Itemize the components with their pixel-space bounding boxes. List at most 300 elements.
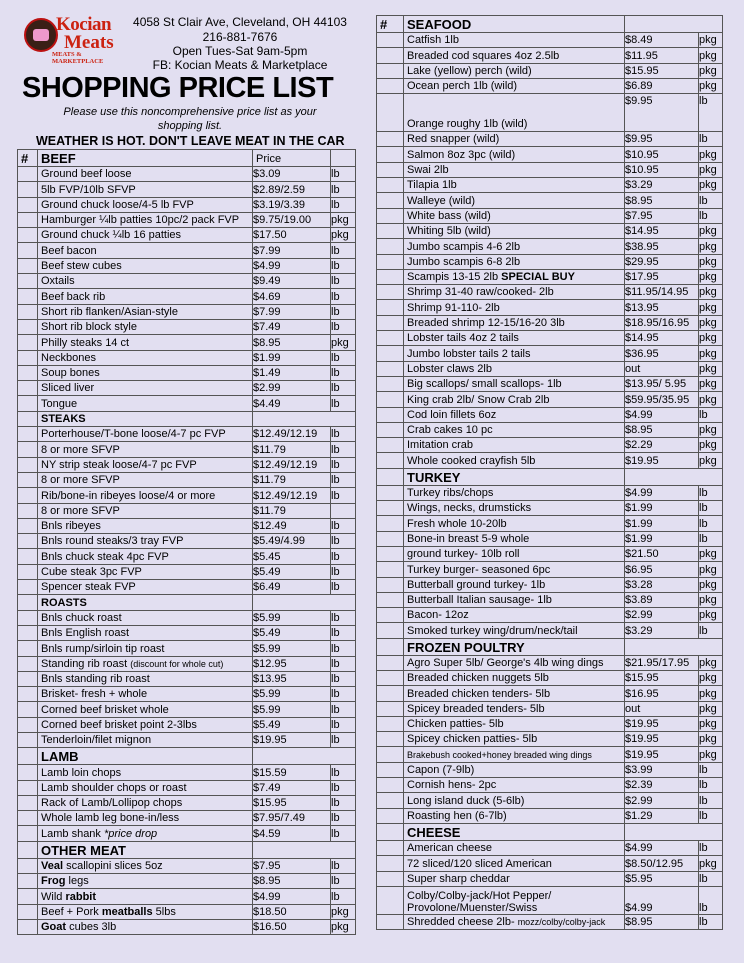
item-unit: pkg [699, 856, 723, 871]
item-unit: lb [331, 442, 356, 457]
item-name: 8 or more SFVP [38, 472, 253, 487]
item-name: Tongue [38, 396, 253, 411]
table-row [18, 780, 356, 795]
row-number [18, 641, 38, 656]
item-name: Ground chuck loose/4-5 lb FVP [38, 197, 253, 212]
item-price: $12.49/12.19 [253, 488, 331, 503]
item-name: Super sharp cheddar [404, 871, 625, 886]
item-price: $5.49 [253, 625, 331, 640]
item-unit: pkg [699, 562, 723, 577]
item-price: $3.29 [625, 623, 699, 638]
table-row [377, 808, 723, 823]
table-row [18, 212, 356, 227]
item-unit: pkg [699, 670, 723, 685]
item-unit: lb [331, 304, 356, 319]
item-unit: pkg [699, 392, 723, 407]
row-number [18, 748, 38, 765]
row-number [377, 670, 404, 685]
table-row [377, 823, 723, 840]
item-price: $3.29 [625, 178, 699, 193]
item-name: Walleye (wild) [404, 193, 625, 208]
table-row [377, 361, 723, 376]
left-price-table [17, 149, 356, 935]
row-number [18, 503, 38, 518]
item-price: $19.95 [625, 453, 699, 468]
row-number [18, 457, 38, 472]
item-unit: lb [331, 534, 356, 549]
item-unit [331, 503, 356, 518]
weather-warning: WEATHER IS HOT. DON'T LEAVE MEAT IN THE CAR [36, 134, 345, 148]
item-price: $12.49 [253, 518, 331, 533]
item-name: Lamb shoulder chops or roast [38, 780, 253, 795]
item-name: Whiting 5lb (wild) [404, 223, 625, 238]
row-number [18, 656, 38, 671]
table-row [18, 748, 356, 765]
table-row [377, 392, 723, 407]
item-name: Whole cooked crayfish 5lb [404, 453, 625, 468]
table-row [18, 625, 356, 640]
item-unit: pkg [699, 422, 723, 437]
row-number [377, 162, 404, 177]
item-price: $7.95/7.49 [253, 811, 331, 826]
table-row [18, 702, 356, 717]
item-name: Lamb loin chops [38, 765, 253, 780]
item-unit: lb [331, 564, 356, 579]
item-price: $2.99 [253, 381, 331, 396]
phone: 216-881-7676 [202, 30, 278, 44]
item-name [404, 747, 625, 762]
item-name: Capon (7-9lb) [404, 762, 625, 777]
section-seafood: SEAFOOD [404, 16, 625, 33]
table-row [18, 427, 356, 442]
row-number [377, 453, 404, 468]
item-unit: lb [699, 132, 723, 147]
table-row [377, 716, 723, 731]
item-bold: meatballs [101, 905, 153, 918]
table-row [377, 531, 723, 546]
table-row [377, 732, 723, 747]
section-filler [253, 841, 356, 858]
item-unit: lb [699, 886, 723, 914]
item-name: Smoked turkey wing/drum/neck/tail [404, 623, 625, 638]
item-unit: pkg [699, 608, 723, 623]
item-price: $9.75/19.00 [253, 212, 331, 227]
row-number [18, 304, 38, 319]
table-row [377, 655, 723, 670]
item-price: $19.95 [625, 716, 699, 731]
item-name: Agro Super 5lb/ George's 4lb wing dings [404, 655, 625, 670]
price-drop-note: *price drop [103, 827, 158, 840]
item-unit: pkg [699, 239, 723, 254]
item-name: Bone-in breast 5-9 whole [404, 531, 625, 546]
table-row [377, 856, 723, 871]
row-number [377, 315, 404, 330]
row-number [377, 701, 404, 716]
row-number [18, 243, 38, 258]
table-row [377, 453, 723, 468]
table-row [377, 793, 723, 808]
item-unit: lb [331, 780, 356, 795]
table-row [377, 871, 723, 886]
item-name: Turkey burger- seasoned 6pc [404, 562, 625, 577]
item-name: Lamb shank *price drop [38, 826, 253, 841]
item-price: $19.95 [625, 747, 699, 762]
item-name: Beef back rib [38, 289, 253, 304]
row-number [18, 472, 38, 487]
row-number [377, 485, 404, 500]
item-name: Short rib block style [38, 319, 253, 334]
item-name: Chicken patties- 5lb [404, 716, 625, 731]
item-unit: pkg [699, 315, 723, 330]
item-name: Bacon- 12oz [404, 608, 625, 623]
item-price: $6.49 [253, 580, 331, 595]
row-number [377, 208, 404, 223]
item-name: Whole lamb leg bone-in/less [38, 811, 253, 826]
table-row [377, 48, 723, 63]
item-unit: pkg [699, 376, 723, 391]
item-unit: lb [331, 826, 356, 841]
item-name: Jumbo lobster tails 2 tails [404, 346, 625, 361]
row-number [377, 840, 404, 855]
row-number [377, 577, 404, 592]
hash-header: # [377, 16, 404, 33]
row-number [377, 808, 404, 823]
table-row [18, 228, 356, 243]
table-row [377, 485, 723, 500]
row-number [377, 269, 404, 284]
hash-header: # [18, 150, 38, 167]
table-row [377, 608, 723, 623]
row-number [18, 289, 38, 304]
section-filler [625, 468, 723, 485]
item-name: Fresh whole 10-20lb [404, 516, 625, 531]
row-number [377, 608, 404, 623]
item-unit: lb [331, 472, 356, 487]
row-number [18, 732, 38, 747]
item-name: Frog legs [38, 874, 253, 889]
item-unit: lb [331, 625, 356, 640]
item-price: $1.29 [625, 808, 699, 823]
row-number [18, 858, 38, 873]
item-price: $5.95 [625, 871, 699, 886]
row-number [377, 778, 404, 793]
item-price: $2.39 [625, 778, 699, 793]
row-number [377, 886, 404, 914]
section-lamb: LAMB [38, 748, 253, 765]
item-name: Catfish 1lb [404, 33, 625, 48]
item-name: Bnls rump/sirloin tip roast [38, 641, 253, 656]
table-row [18, 411, 356, 426]
item-price: $5.49 [253, 564, 331, 579]
row-number [18, 549, 38, 564]
price-header: Price [253, 150, 331, 167]
item-price: $21.95/17.95 [625, 655, 699, 670]
item-unit: lb [331, 350, 356, 365]
row-number [18, 795, 38, 810]
section-roasts: ROASTS [38, 595, 253, 610]
item-name: Butterball Italian sausage- 1lb [404, 592, 625, 607]
item-price: $14.95 [625, 331, 699, 346]
item-price: $11.79 [253, 503, 331, 518]
item-bold: Frog [41, 875, 66, 888]
section-other-meat: OTHER MEAT [38, 841, 253, 858]
item-unit: lb [699, 516, 723, 531]
item-unit: lb [699, 840, 723, 855]
item-unit: lb [331, 319, 356, 334]
item-price: $17.95 [625, 269, 699, 284]
item-unit: lb [331, 457, 356, 472]
item-name: Philly steaks 14 ct [38, 335, 253, 350]
item-price: $17.50 [253, 228, 331, 243]
row-number [377, 732, 404, 747]
item-price: $3.89 [625, 592, 699, 607]
row-number [18, 518, 38, 533]
table-row [18, 889, 356, 904]
row-number [18, 889, 38, 904]
item-unit: pkg [699, 747, 723, 762]
item-name: Wings, necks, drumsticks [404, 501, 625, 516]
section-steaks: STEAKS [38, 411, 253, 426]
item-price: $15.95 [625, 670, 699, 685]
item-price: $36.95 [625, 346, 699, 361]
table-row [18, 396, 356, 411]
item-name: Veal scallopini slices 5oz [38, 858, 253, 873]
item-unit: pkg [699, 438, 723, 453]
item-price: $14.95 [625, 223, 699, 238]
table-row [377, 285, 723, 300]
table-row [18, 580, 356, 595]
item-price: $4.49 [253, 396, 331, 411]
row-number [18, 595, 38, 610]
table-row [377, 886, 723, 914]
row-number [377, 285, 404, 300]
table-row [18, 841, 356, 858]
table-row [18, 167, 356, 182]
item-price: $13.95 [625, 300, 699, 315]
item-name: Jumbo scampis 4-6 2lb [404, 239, 625, 254]
item-name [404, 886, 625, 914]
table-row [377, 132, 723, 147]
item-price: $5.99 [253, 610, 331, 625]
row-number [377, 361, 404, 376]
table-row [18, 274, 356, 289]
table-row [377, 546, 723, 561]
row-number [18, 564, 38, 579]
table-row [377, 193, 723, 208]
row-number [18, 167, 38, 182]
table-row [377, 623, 723, 638]
item-price: $5.45 [253, 549, 331, 564]
item-unit: pkg [699, 701, 723, 716]
section-cheese: CHEESE [404, 823, 625, 840]
row-number [377, 407, 404, 422]
table-row [377, 914, 723, 929]
table-row [377, 778, 723, 793]
item-price: $7.95 [625, 208, 699, 223]
item-name: Standing rib roast (discount for whole cut) [38, 656, 253, 671]
section-beef: BEEF [38, 150, 253, 167]
item-price: $10.95 [625, 147, 699, 162]
table-row [377, 254, 723, 269]
item-price: $6.89 [625, 78, 699, 93]
row-number [18, 580, 38, 595]
section-filler [253, 411, 356, 426]
item-price: $8.50/12.95 [625, 856, 699, 871]
item-price: $6.95 [625, 562, 699, 577]
item-unit: lb [331, 687, 356, 702]
item-price: $3.99 [625, 762, 699, 777]
intro-note: Please use this noncomprehensive price list as your shopping list. [63, 106, 317, 132]
item-unit: lb [331, 656, 356, 671]
row-number [18, 904, 38, 919]
row-number [377, 623, 404, 638]
row-number [377, 747, 404, 762]
item-price: $8.49 [625, 33, 699, 48]
item-unit: lb [699, 193, 723, 208]
item-price: $4.99 [625, 886, 699, 914]
item-unit: lb [699, 778, 723, 793]
table-row [18, 457, 356, 472]
item-unit: pkg [699, 63, 723, 78]
row-number [377, 94, 404, 132]
row-number [18, 411, 38, 426]
item-price: $3.09 [253, 167, 331, 182]
row-number [18, 874, 38, 889]
table-row [18, 472, 356, 487]
item-price: $7.99 [253, 243, 331, 258]
item-unit: pkg [699, 546, 723, 561]
row-number [377, 592, 404, 607]
facebook: FB: Kocian Meats & Marketplace [152, 58, 328, 72]
item-unit: lb [331, 427, 356, 442]
item-price: $38.95 [625, 239, 699, 254]
item-name: Cube steak 3pc FVP [38, 564, 253, 579]
item-name: Salmon 8oz 3pc (wild) [404, 147, 625, 162]
table-row [377, 747, 723, 762]
special-buy-badge: SPECIAL BUY [501, 271, 575, 284]
row-number [18, 534, 38, 549]
row-number [377, 48, 404, 63]
table-row [18, 304, 356, 319]
row-number [377, 239, 404, 254]
item-name: Scampis 13-15 2lb SPECIAL BUY [404, 269, 625, 284]
item-name: Breaded cod squares 4oz 2.5lb [404, 48, 625, 63]
item-name: Turkey ribs/chops [404, 485, 625, 500]
item-unit: lb [699, 808, 723, 823]
item-name: Breaded chicken nuggets 5lb [404, 670, 625, 685]
item-unit: lb [331, 874, 356, 889]
item-unit: pkg [331, 335, 356, 350]
item-unit: pkg [699, 300, 723, 315]
table-row [18, 717, 356, 732]
section-frozen-poultry: FROZEN POULTRY [404, 638, 625, 655]
table-row [377, 376, 723, 391]
item-name: Long island duck (5-6lb) [404, 793, 625, 808]
row-number [18, 274, 38, 289]
row-number [377, 516, 404, 531]
row-number [377, 638, 404, 655]
item-price: $18.50 [253, 904, 331, 919]
item-name: Goat cubes 3lb [38, 919, 253, 934]
row-number [18, 442, 38, 457]
item-unit: lb [699, 485, 723, 500]
item-unit: lb [699, 871, 723, 886]
item-name: American cheese [404, 840, 625, 855]
section-turkey: TURKEY [404, 468, 625, 485]
table-row [18, 858, 356, 873]
item-price: $11.95 [625, 48, 699, 63]
item-unit: pkg [699, 33, 723, 48]
item-price: $8.95 [625, 422, 699, 437]
item-price: out [625, 361, 699, 376]
row-number [18, 702, 38, 717]
item-name: Beef stew cubes [38, 258, 253, 273]
item-name: Beef bacon [38, 243, 253, 258]
row-number [18, 610, 38, 625]
table-row [18, 381, 356, 396]
item-price: $9.95 [625, 132, 699, 147]
hours: Open Tues-Sat 9am-5pm [172, 44, 308, 58]
item-name: Soup bones [38, 365, 253, 380]
table-row [18, 919, 356, 934]
row-number [377, 78, 404, 93]
row-number [18, 811, 38, 826]
item-name: Bnls chuck steak 4pc FVP [38, 549, 253, 564]
item-unit: lb [331, 858, 356, 873]
table-row [377, 577, 723, 592]
item-unit: lb [331, 243, 356, 258]
item-price: $11.79 [253, 442, 331, 457]
item-name: Breaded shrimp 12-15/16-20 3lb [404, 315, 625, 330]
item-name: Imitation crab [404, 438, 625, 453]
table-row [377, 223, 723, 238]
item-unit: pkg [699, 48, 723, 63]
row-number [377, 856, 404, 871]
item-price: $5.99 [253, 641, 331, 656]
item-unit: pkg [699, 178, 723, 193]
table-row [377, 331, 723, 346]
item-unit: pkg [699, 162, 723, 177]
table-row [377, 422, 723, 437]
colby-line2: Provolone/Muenster/Swiss [407, 901, 538, 914]
item-name: Neckbones [38, 350, 253, 365]
item-unit: pkg [331, 919, 356, 934]
row-number [377, 33, 404, 48]
item-unit: lb [699, 623, 723, 638]
row-number [18, 826, 38, 841]
table-row [377, 315, 723, 330]
row-number [18, 396, 38, 411]
section-filler [625, 638, 723, 655]
item-name: Corned beef brisket whole [38, 702, 253, 717]
table-row [18, 197, 356, 212]
item-unit: lb [331, 702, 356, 717]
item-name: Lobster tails 4oz 2 tails [404, 331, 625, 346]
item-unit: pkg [699, 78, 723, 93]
item-name: Brisket- fresh + whole [38, 687, 253, 702]
table-row [377, 78, 723, 93]
table-row [377, 438, 723, 453]
item-price: out [625, 701, 699, 716]
row-number [377, 178, 404, 193]
shredded-note: mozz/colby/colby-jack [517, 917, 606, 928]
table-row [18, 549, 356, 564]
item-unit: pkg [699, 577, 723, 592]
item-price: $16.95 [625, 686, 699, 701]
table-row [18, 150, 356, 167]
item-unit: lb [331, 258, 356, 273]
item-price: $8.95 [253, 335, 331, 350]
